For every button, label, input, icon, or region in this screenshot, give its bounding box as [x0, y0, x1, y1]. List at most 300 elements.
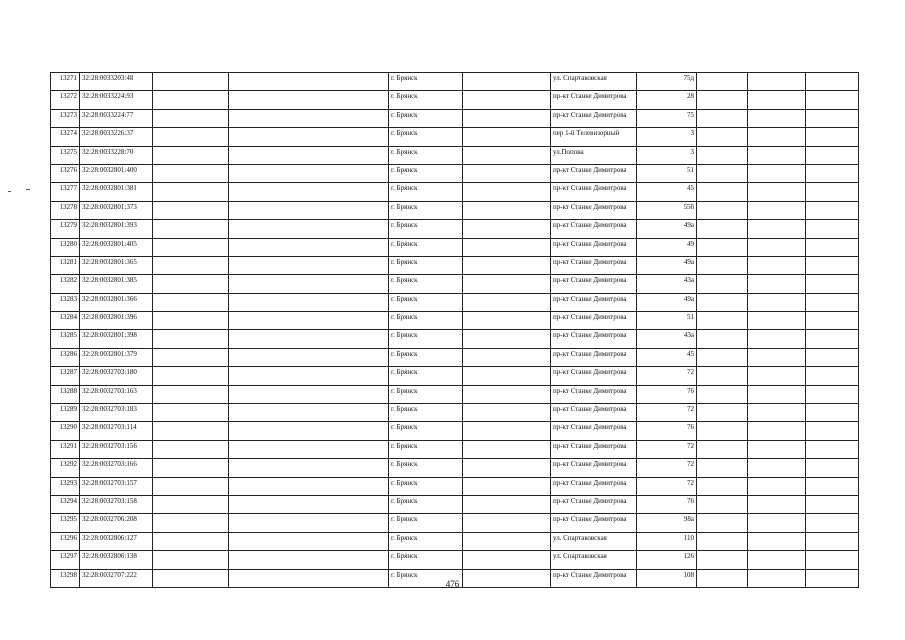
cadastral-number: 32:28:0032703:163 [80, 385, 153, 403]
house-number: 49а [637, 256, 697, 274]
empty-cell [153, 367, 229, 385]
empty-cell [463, 312, 551, 330]
house-number: 72 [637, 367, 697, 385]
city-cell: г. Брянск [389, 551, 463, 569]
empty-cell [153, 220, 229, 238]
empty-cell [463, 164, 551, 182]
empty-cell [748, 220, 806, 238]
row-number: 13284 [51, 312, 80, 330]
empty-cell [806, 73, 859, 91]
empty-cell [748, 293, 806, 311]
empty-cell [229, 440, 389, 458]
empty-cell [463, 238, 551, 256]
house-number: 43а [637, 275, 697, 293]
empty-cell [697, 459, 748, 477]
cadastral-number: 32:28:0032801:398 [80, 330, 153, 348]
empty-cell [697, 275, 748, 293]
table-row [51, 440, 859, 458]
empty-cell [806, 201, 859, 219]
scan-speck [26, 189, 30, 190]
row-number: 13289 [51, 404, 80, 422]
empty-cell [229, 220, 389, 238]
row-number: 13285 [51, 330, 80, 348]
cadastral-number: 32:28:0032801:385 [80, 275, 153, 293]
city-cell: г. Брянск [389, 385, 463, 403]
table-row [51, 220, 859, 238]
empty-cell [748, 73, 806, 91]
empty-cell [463, 330, 551, 348]
row-number: 13296 [51, 532, 80, 550]
empty-cell [229, 551, 389, 569]
empty-cell [697, 293, 748, 311]
house-number: 72 [637, 404, 697, 422]
empty-cell [748, 146, 806, 164]
row-number: 13288 [51, 385, 80, 403]
empty-cell [229, 256, 389, 274]
table-row [51, 404, 859, 422]
empty-cell [463, 404, 551, 422]
empty-cell [153, 128, 229, 146]
empty-cell [463, 514, 551, 532]
city-cell: г. Брянск [389, 330, 463, 348]
empty-cell [806, 109, 859, 127]
empty-cell [697, 385, 748, 403]
table-row [51, 109, 859, 127]
table-row [51, 532, 859, 550]
row-number: 13283 [51, 293, 80, 311]
city-cell: г. Брянск [389, 275, 463, 293]
street-cell: пр-кт Станке Димитрова [551, 477, 637, 495]
empty-cell [229, 73, 389, 91]
empty-cell [463, 422, 551, 440]
empty-cell [463, 551, 551, 569]
empty-cell [806, 495, 859, 513]
empty-cell [748, 128, 806, 146]
empty-cell [697, 183, 748, 201]
empty-cell [806, 183, 859, 201]
empty-cell [748, 551, 806, 569]
row-number: 13281 [51, 256, 80, 274]
table-row [51, 367, 859, 385]
empty-cell [153, 551, 229, 569]
table-row [51, 477, 859, 495]
street-cell: ул. Спартаковская [551, 73, 637, 91]
empty-cell [229, 404, 389, 422]
city-cell: г. Брянск [389, 422, 463, 440]
empty-cell [697, 73, 748, 91]
empty-cell [806, 385, 859, 403]
row-number: 13280 [51, 238, 80, 256]
city-cell: г. Брянск [389, 440, 463, 458]
empty-cell [229, 146, 389, 164]
city-cell: г. Брянск [389, 495, 463, 513]
empty-cell [229, 275, 389, 293]
street-cell: пр-кт Станке Димитрова [551, 183, 637, 201]
row-number: 13271 [51, 73, 80, 91]
cadastral-number: 32:28:0033226:37 [80, 128, 153, 146]
empty-cell [806, 459, 859, 477]
street-cell: пр-кт Станке Димитрова [551, 404, 637, 422]
city-cell: г. Брянск [389, 477, 463, 495]
empty-cell [748, 514, 806, 532]
empty-cell [153, 330, 229, 348]
empty-cell [463, 109, 551, 127]
empty-cell [748, 440, 806, 458]
empty-cell [229, 459, 389, 477]
empty-cell [229, 128, 389, 146]
table-row [51, 256, 859, 274]
empty-cell [229, 330, 389, 348]
empty-cell [806, 146, 859, 164]
empty-cell [748, 367, 806, 385]
city-cell: г. Брянск [389, 312, 463, 330]
city-cell: г. Брянск [389, 73, 463, 91]
house-number: 49 [637, 238, 697, 256]
empty-cell [463, 293, 551, 311]
empty-cell [697, 495, 748, 513]
street-cell: пр-кт Станке Димитрова [551, 330, 637, 348]
empty-cell [806, 91, 859, 109]
empty-cell [153, 312, 229, 330]
empty-cell [153, 201, 229, 219]
house-number: 72 [637, 459, 697, 477]
empty-cell [153, 183, 229, 201]
cadastral-number: 32:28:0032801:373 [80, 201, 153, 219]
empty-cell [463, 477, 551, 495]
cadastral-number: 32:28:0033224:93 [80, 91, 153, 109]
empty-cell [697, 551, 748, 569]
registry-table [50, 72, 859, 588]
row-number: 13276 [51, 164, 80, 182]
street-cell: пр-кт Станке Димитрова [551, 495, 637, 513]
cadastral-number: 32:28:0033228:70 [80, 146, 153, 164]
empty-cell [229, 514, 389, 532]
empty-cell [748, 459, 806, 477]
empty-cell [463, 91, 551, 109]
cadastral-number: 32:28:0032801:379 [80, 348, 153, 366]
table-row [51, 293, 859, 311]
city-cell: г. Брянск [389, 201, 463, 219]
cadastral-number: 32:28:0032703:180 [80, 367, 153, 385]
empty-cell [748, 91, 806, 109]
house-number: 3 [637, 146, 697, 164]
cadastral-number: 32:28:0032806:138 [80, 551, 153, 569]
empty-cell [697, 404, 748, 422]
empty-cell [153, 385, 229, 403]
empty-cell [806, 293, 859, 311]
empty-cell [463, 146, 551, 164]
street-cell: пр-кт Станке Димитрова [551, 293, 637, 311]
empty-cell [748, 385, 806, 403]
table-row [51, 275, 859, 293]
empty-cell [153, 73, 229, 91]
empty-cell [153, 256, 229, 274]
house-number: 126 [637, 551, 697, 569]
empty-cell [806, 367, 859, 385]
cadastral-number: 32:28:0032801:405 [80, 238, 153, 256]
empty-cell [806, 404, 859, 422]
city-cell: г. Брянск [389, 514, 463, 532]
empty-cell [153, 146, 229, 164]
city-cell: г. Брянск [389, 91, 463, 109]
empty-cell [229, 238, 389, 256]
empty-cell [697, 348, 748, 366]
cadastral-number: 32:28:0032801:381 [80, 183, 153, 201]
house-number: 55б [637, 201, 697, 219]
empty-cell [806, 330, 859, 348]
empty-cell [697, 256, 748, 274]
city-cell: г. Брянск [389, 404, 463, 422]
empty-cell [697, 201, 748, 219]
row-number: 13287 [51, 367, 80, 385]
house-number: 49а [637, 220, 697, 238]
empty-cell [748, 109, 806, 127]
empty-cell [153, 514, 229, 532]
city-cell: г. Брянск [389, 348, 463, 366]
cadastral-number: 32:28:0032703:114 [80, 422, 153, 440]
table-row [51, 238, 859, 256]
empty-cell [153, 459, 229, 477]
house-number: 75 [637, 109, 697, 127]
empty-cell [748, 312, 806, 330]
empty-cell [697, 514, 748, 532]
empty-cell [697, 330, 748, 348]
empty-cell [153, 348, 229, 366]
empty-cell [463, 201, 551, 219]
street-cell: пр-кт Станке Димитрова [551, 459, 637, 477]
table-row [51, 348, 859, 366]
empty-cell [806, 256, 859, 274]
empty-cell [697, 477, 748, 495]
row-number: 13293 [51, 477, 80, 495]
empty-cell [748, 532, 806, 550]
row-number: 13292 [51, 459, 80, 477]
empty-cell [697, 440, 748, 458]
empty-cell [748, 495, 806, 513]
city-cell: г. Брянск [389, 109, 463, 127]
empty-cell [806, 220, 859, 238]
empty-cell [697, 91, 748, 109]
cadastral-number: 32:28:0032801:393 [80, 220, 153, 238]
empty-cell [229, 348, 389, 366]
row-number: 13295 [51, 514, 80, 532]
cadastral-number: 32:28:0032703:183 [80, 404, 153, 422]
house-number: 98а [637, 514, 697, 532]
empty-cell [806, 422, 859, 440]
empty-cell [463, 256, 551, 274]
house-number: 51 [637, 164, 697, 182]
cadastral-number: 32:28:0032801:396 [80, 312, 153, 330]
empty-cell [153, 440, 229, 458]
table-row [51, 330, 859, 348]
empty-cell [806, 275, 859, 293]
cadastral-number: 32:28:0032801:400 [80, 164, 153, 182]
house-number: 108 [637, 569, 697, 587]
street-cell: пр-кт Станке Димитрова [551, 256, 637, 274]
empty-cell [806, 551, 859, 569]
city-cell: г. Брянск [389, 183, 463, 201]
empty-cell [697, 109, 748, 127]
city-cell: г. Брянск [389, 532, 463, 550]
cadastral-number: 32:28:0032703:158 [80, 495, 153, 513]
house-number: 75д [637, 73, 697, 91]
row-number: 13274 [51, 128, 80, 146]
city-cell: г. Брянск [389, 164, 463, 182]
empty-cell [806, 238, 859, 256]
empty-cell [153, 109, 229, 127]
row-number: 13279 [51, 220, 80, 238]
cadastral-number: 32:28:0032801:365 [80, 256, 153, 274]
table-row [51, 73, 859, 91]
table-row [51, 495, 859, 513]
empty-cell [697, 128, 748, 146]
row-number: 13282 [51, 275, 80, 293]
empty-cell [748, 275, 806, 293]
row-number: 13297 [51, 551, 80, 569]
street-cell: пр-кт Станке Димитрова [551, 201, 637, 219]
table-row [51, 312, 859, 330]
table-row [51, 91, 859, 109]
row-number: 13275 [51, 146, 80, 164]
empty-cell [697, 146, 748, 164]
empty-cell [697, 367, 748, 385]
empty-cell [153, 293, 229, 311]
empty-cell [806, 128, 859, 146]
row-number: 13273 [51, 109, 80, 127]
empty-cell [697, 220, 748, 238]
street-cell: пр-кт Станке Димитрова [551, 164, 637, 182]
table-row [51, 128, 859, 146]
house-number: 72 [637, 440, 697, 458]
empty-cell [229, 312, 389, 330]
empty-cell [697, 238, 748, 256]
empty-cell [806, 477, 859, 495]
empty-cell [153, 495, 229, 513]
city-cell: г. Брянск [389, 569, 463, 587]
table-row [51, 459, 859, 477]
row-number: 13272 [51, 91, 80, 109]
empty-cell [463, 385, 551, 403]
table-body [51, 73, 859, 588]
city-cell: г. Брянск [389, 146, 463, 164]
empty-cell [806, 514, 859, 532]
street-cell: пр-кт Станке Димитрова [551, 109, 637, 127]
empty-cell [463, 73, 551, 91]
empty-cell [153, 477, 229, 495]
cadastral-number: 32:28:0032703:166 [80, 459, 153, 477]
empty-cell [748, 256, 806, 274]
row-number: 13277 [51, 183, 80, 201]
empty-cell [463, 348, 551, 366]
house-number: 43а [637, 330, 697, 348]
street-cell: пер 1-й Телевизорный [551, 128, 637, 146]
empty-cell [697, 164, 748, 182]
empty-cell [229, 385, 389, 403]
empty-cell [697, 312, 748, 330]
empty-cell [697, 422, 748, 440]
table-row [51, 201, 859, 219]
table-row [51, 551, 859, 569]
street-cell: ул. Спартаковская [551, 551, 637, 569]
page-number: 476 [445, 579, 460, 589]
street-cell: ул.Попова [551, 146, 637, 164]
empty-cell [463, 495, 551, 513]
city-cell: г. Брянск [389, 238, 463, 256]
table-row [51, 146, 859, 164]
empty-cell [748, 238, 806, 256]
empty-cell [153, 275, 229, 293]
empty-cell [463, 220, 551, 238]
empty-cell [153, 404, 229, 422]
empty-cell [229, 495, 389, 513]
empty-cell [153, 422, 229, 440]
empty-cell [463, 275, 551, 293]
cadastral-number: 32:28:0032703:156 [80, 440, 153, 458]
street-cell: пр-кт Станке Димитрова [551, 422, 637, 440]
row-number: 13291 [51, 440, 80, 458]
empty-cell [153, 91, 229, 109]
house-number: 28 [637, 91, 697, 109]
street-cell: пр-кт Станке Димитрова [551, 367, 637, 385]
street-cell: пр-кт Станке Димитрова [551, 275, 637, 293]
table-row [51, 164, 859, 182]
house-number: 51 [637, 312, 697, 330]
cadastral-number: 32:28:0032703:157 [80, 477, 153, 495]
empty-cell [463, 440, 551, 458]
cadastral-number: 32:28:0032706:208 [80, 514, 153, 532]
row-number: 13278 [51, 201, 80, 219]
empty-cell [748, 201, 806, 219]
row-number: 13286 [51, 348, 80, 366]
empty-cell [153, 532, 229, 550]
city-cell: г. Брянск [389, 256, 463, 274]
cadastral-number: 32:28:0032801:366 [80, 293, 153, 311]
table-row [51, 385, 859, 403]
empty-cell [463, 459, 551, 477]
row-number: 13294 [51, 495, 80, 513]
cadastral-number: 32:28:0033203:48 [80, 73, 153, 91]
empty-cell [697, 532, 748, 550]
empty-cell [748, 164, 806, 182]
empty-cell [229, 367, 389, 385]
house-number: 3 [637, 128, 697, 146]
house-number: 45 [637, 183, 697, 201]
street-cell: ул. Спартаковская [551, 532, 637, 550]
empty-cell [463, 532, 551, 550]
street-cell: пр-кт Станке Димитрова [551, 385, 637, 403]
scan-speck [8, 191, 11, 192]
empty-cell [806, 348, 859, 366]
empty-cell [229, 91, 389, 109]
empty-cell [229, 477, 389, 495]
empty-cell [229, 532, 389, 550]
empty-cell [806, 312, 859, 330]
empty-cell [806, 532, 859, 550]
empty-cell [153, 164, 229, 182]
empty-cell [806, 440, 859, 458]
street-cell: пр-кт Станке Димитрова [551, 238, 637, 256]
row-number: 13298 [51, 569, 80, 587]
empty-cell [463, 367, 551, 385]
street-cell: пр-кт Станке Димитрова [551, 91, 637, 109]
empty-cell [229, 183, 389, 201]
house-number: 72 [637, 477, 697, 495]
street-cell: пр-кт Станке Димитрова [551, 440, 637, 458]
house-number: 76 [637, 422, 697, 440]
street-cell: пр-кт Станке Димитрова [551, 220, 637, 238]
street-cell: пр-кт Станке Димитрова [551, 348, 637, 366]
empty-cell [229, 422, 389, 440]
